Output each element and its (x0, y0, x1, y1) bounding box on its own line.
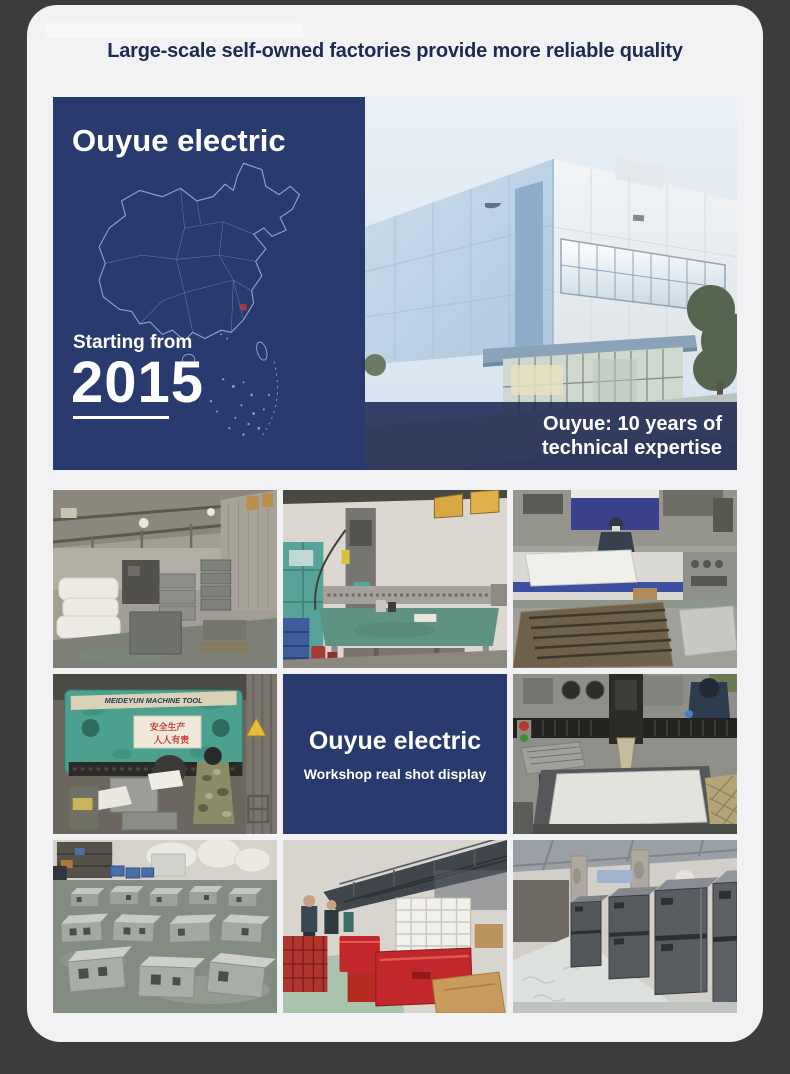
year-underline (73, 416, 169, 419)
photo-caption-band (365, 402, 737, 470)
brand-title: Ouyue electric (72, 123, 286, 158)
machine-banner-text: MEIDEYUN MACHINE TOOL (104, 695, 203, 706)
founding-year: 2015 (71, 350, 205, 415)
brand-panel (53, 97, 365, 470)
safety-sign-line2: 人人有责 (153, 734, 190, 746)
workshop-caption-panel (283, 674, 507, 834)
caption-line2: technical expertise (541, 437, 722, 459)
safety-sign-line1: 安全生产 (149, 721, 186, 733)
workshop-panel-subtitle: Workshop real shot display (303, 765, 487, 782)
starting-from-label: Starting from (73, 332, 193, 353)
chassis-parts-illustration (53, 840, 277, 1013)
photo-red-enclosures-warehouse (283, 840, 507, 1013)
steel-cabinets-illustration (513, 840, 737, 1013)
photo-press-brake-machine (53, 674, 277, 834)
cnc-machine-illustration (283, 490, 507, 668)
warehouse-overview-illustration (53, 490, 277, 668)
workshop-panel-brand: Ouyue electric (308, 726, 482, 755)
workshop-gallery (53, 490, 737, 1013)
header-section (27, 5, 763, 97)
location-marker-icon (240, 304, 246, 310)
content-card (27, 5, 763, 1042)
caption-line1: Ouyue: 10 years of (543, 413, 722, 435)
red-enclosures-illustration (283, 840, 507, 1013)
sea-islands-dots (210, 333, 270, 435)
photo-sheet-metal-chassis (53, 840, 277, 1013)
hero-section (53, 97, 737, 470)
photo-laser-cutting-line (513, 490, 737, 668)
page-title: Large-scale self-owned factories provide more reliable quality (107, 39, 683, 62)
photo-laser-gantry-machine (513, 674, 737, 834)
laser-line-illustration (513, 490, 737, 668)
photo-steel-cabinets (513, 840, 737, 1013)
photo-warehouse-overview (53, 490, 277, 668)
factory-building-photo (365, 97, 737, 470)
photo-cnc-drilling-machine (283, 490, 507, 668)
press-brake-illustration (53, 674, 277, 834)
laser-gantry-illustration (513, 674, 737, 834)
whiteout-patch (45, 23, 303, 38)
